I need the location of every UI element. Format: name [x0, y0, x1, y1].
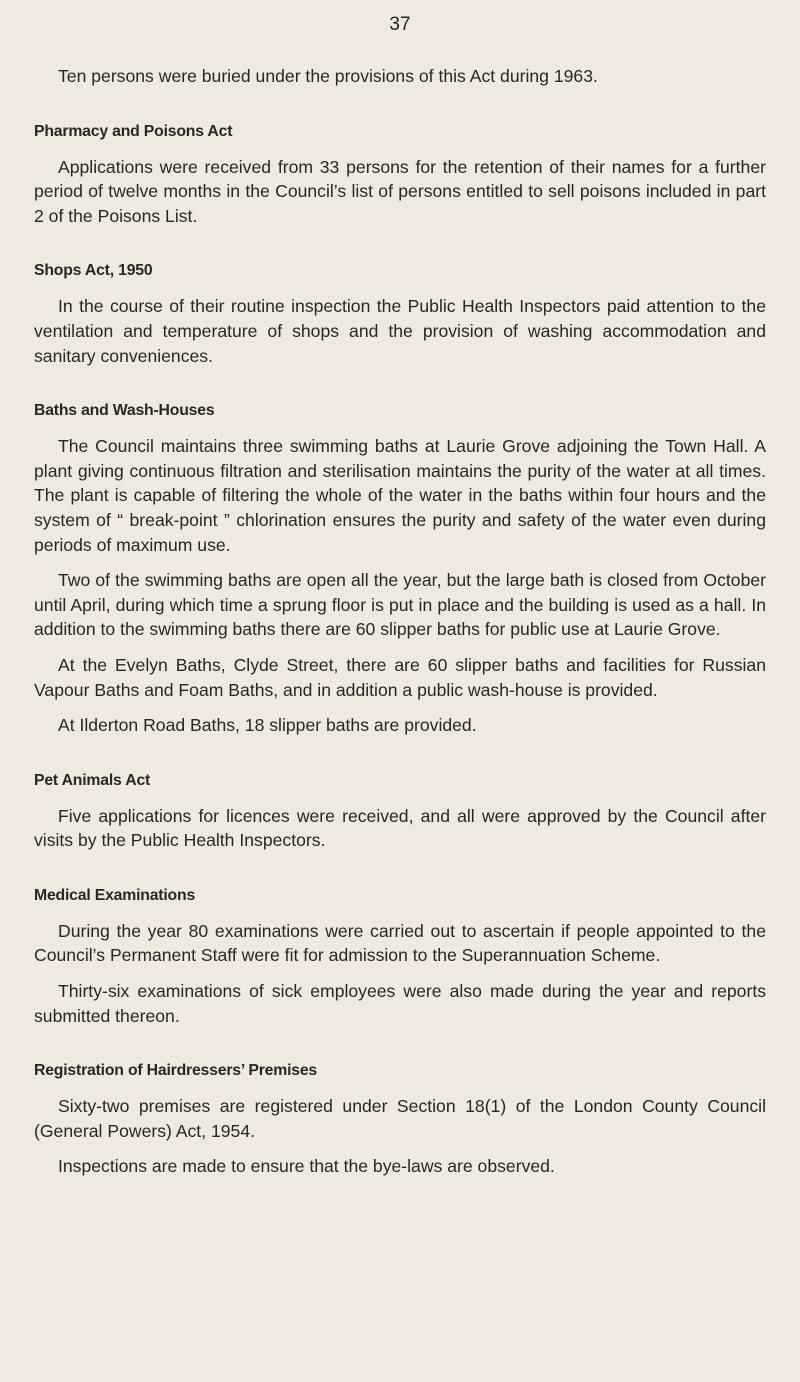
section-heading: Registration of Hairdressers’ Premises	[34, 1062, 318, 1080]
section-heading: Medical Examinations	[34, 886, 196, 904]
intro-paragraph: Ten persons were buried under the provisions of this Act during 1963.	[58, 66, 598, 86]
section-paragraph: During the year 80 examinations were carried out to ascertain if people appointed to the Council’s Permanent Staff were fit for admission to the Superannuation Scheme.	[34, 920, 766, 966]
section-heading: Pharmacy and Poisons Act	[34, 122, 233, 140]
section-heading: Pet Animals Act	[34, 771, 151, 789]
section-paragraph: Applications were received from 33 persons for the retention of their names for a further period of twelve months in the Council’s list of persons entitled to sell poisons included in part 2 of the Poisons List.	[34, 156, 766, 226]
section-pet-animals-act	[34, 772, 766, 853]
section-paragraph: Two of the swimming baths are open all the year, but the large bath is closed from October until April, during which time a sprung floor is put in place and the building is used as a hall. In addition to the swimming baths there are 60 slipper baths for public use at Laurie Grove.	[34, 570, 766, 640]
section-heading: Shops Act, 1950	[34, 262, 153, 280]
page-number: 37	[389, 14, 411, 35]
section-paragraph: Inspections are made to ensure that the bye-laws are observed.	[58, 1156, 555, 1177]
section-paragraph: At the Evelyn Baths, Clyde Street, there are 60 slipper baths and facilities for Russian Vapour Baths and Foam Baths, and in addition a public wash-house is provided.	[34, 654, 766, 700]
section-paragraph: The Council maintains three swimming baths at Laurie Grove adjoining the Town Hall. A plant giving continuous filtration and sterilisation maintains the purity of the water at all times. The plant is capable of filtering the whole of the water in the baths within four hours and the system of “ break-point ” chlorination ensures the purity and safety of the water even during periods of maximum use.	[34, 436, 766, 555]
section-paragraph: Thirty-six examinations of sick employees were also made during the year and reports submitted thereon.	[34, 981, 766, 1026]
section-baths-and-wash-houses	[34, 402, 766, 738]
section-medical-examinations	[34, 887, 766, 1028]
section-heading: Baths and Wash-Houses	[34, 402, 215, 420]
section-registration-of-hairdressers-premises	[34, 1062, 766, 1179]
section-shops-act	[34, 262, 766, 368]
section-paragraph: At Ilderton Road Baths, 18 slipper baths are provided.	[58, 715, 477, 736]
section-paragraph: Sixty-two premises are registered under Section 18(1) of the London County Council (General Powers) Act, 1954.	[34, 1096, 766, 1141]
section-paragraph: Five applications for licences were received, and all were approved by the Council after visits by the Public Health Inspectors.	[34, 805, 766, 851]
section-pharmacy-and-poisons-act	[34, 123, 766, 229]
section-paragraph: In the course of their routine inspection the Public Health Inspectors paid attention to the ventilation and temperature of shops and the provision of washing accommodation and sanitary conveniences.	[34, 296, 766, 366]
